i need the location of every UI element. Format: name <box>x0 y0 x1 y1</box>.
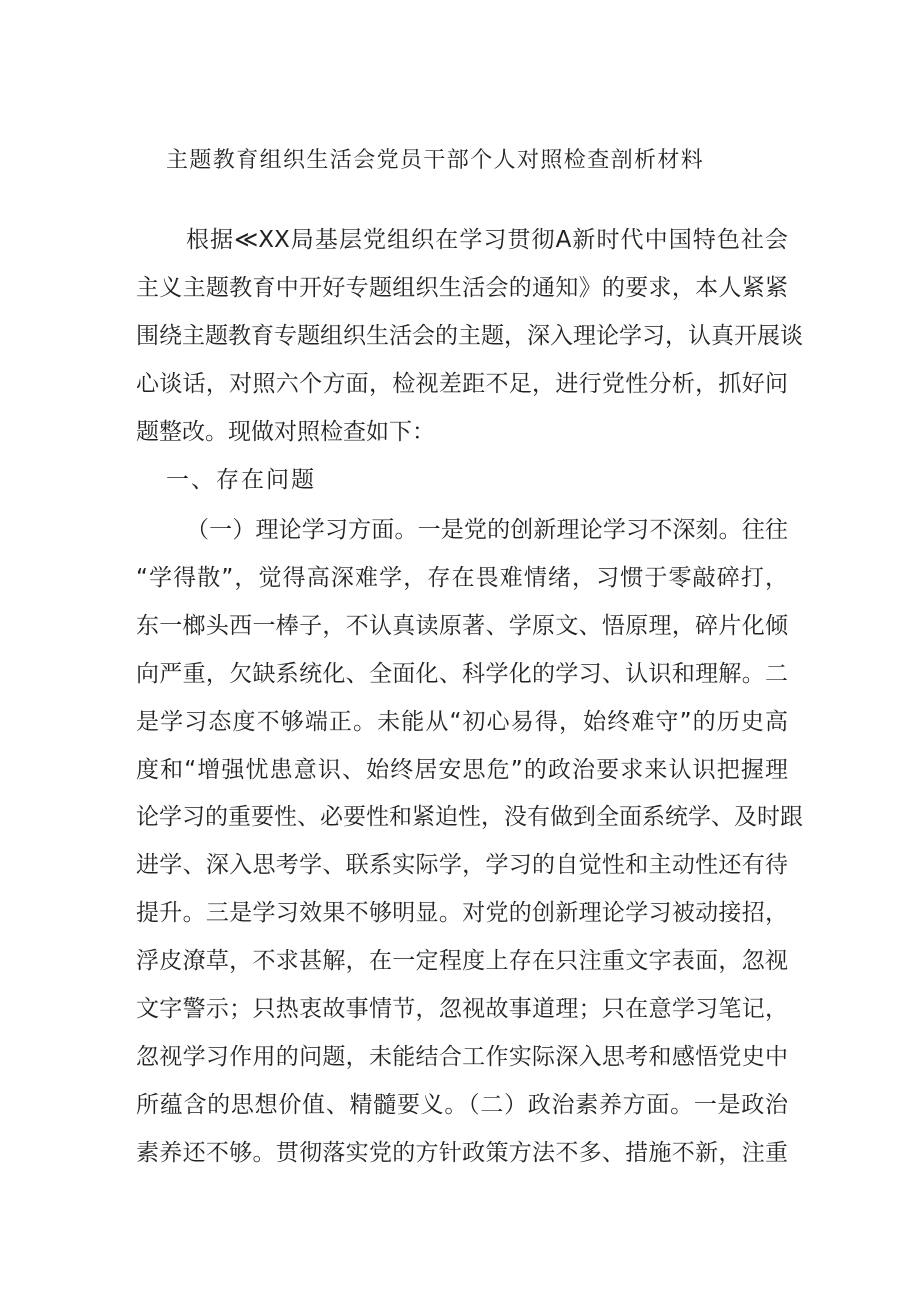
text-line: 提升。三是学习效果不够明显。对党的创新理论学习被动接招， <box>136 900 788 927</box>
text-line: 题整改。现做对照检查如下： <box>136 418 435 445</box>
text-line: 忽视学习作用的问题，未能结合工作实际深入思考和感悟党史中 <box>136 1043 788 1070</box>
text-line: 向严重，欠缺系统化、全面化、科学化的学习、认识和理解。二 <box>136 660 788 687</box>
text-line: “学得散”，觉得高深难学，存在畏难情绪，习惯于零敲碎打， <box>136 564 788 591</box>
text-line: 所蕴含的思想价值、精髓要义。（二）政治素养方面。一是政治 <box>136 1091 788 1118</box>
text-line: 东一榔头西一棒子，不认真读原著、学原文、悟原理，碎片化倾 <box>136 612 788 639</box>
text-line: 围绕主题教育专题组织生活会的主题，深入理论学习，认真开展谈 <box>136 322 803 349</box>
document-title: 主题教育组织生活会党员干部个人对照检查剖析材料 <box>166 148 705 173</box>
text-line: 根据≪XX局基层党组织在学习贯彻A新时代中国特色社会 <box>186 227 788 253</box>
text-line: 度和“增强忧患意识、始终居安思危”的政治要求来认识把握理 <box>136 756 788 783</box>
text-line: 是学习态度不够端正。未能从“初心易得，始终难守”的历史高 <box>136 708 788 735</box>
text-line: 论学习的重要性、必要性和紧迫性，没有做到全面系统学、及时跟 <box>136 804 803 831</box>
text-line: 主义主题教育中开好专题组织生活会的通知》的要求，本人紧紧 <box>136 274 788 301</box>
section-heading: 一、存在问题 <box>166 467 316 493</box>
text-line: 浮皮潦草，不求甚解，在一定程度上存在只注重文字表面，忽视 <box>136 948 788 975</box>
text-line: （一）理论学习方面。一是党的创新理论学习不深刻。往往 <box>186 517 788 543</box>
text-line: 文字警示；只热衷故事情节，忽视故事道理；只在意学习笔记， <box>136 996 788 1022</box>
text-line: 心谈话，对照六个方面，检视差距不足，进行党性分析，抓好问 <box>136 370 788 397</box>
text-line: 进学、深入思考学、联系实际学，学习的自觉性和主动性还有待 <box>136 852 788 879</box>
text-line: 素养还不够。贯彻落实党的方针政策方法不多、措施不新，注重 <box>136 1139 788 1166</box>
